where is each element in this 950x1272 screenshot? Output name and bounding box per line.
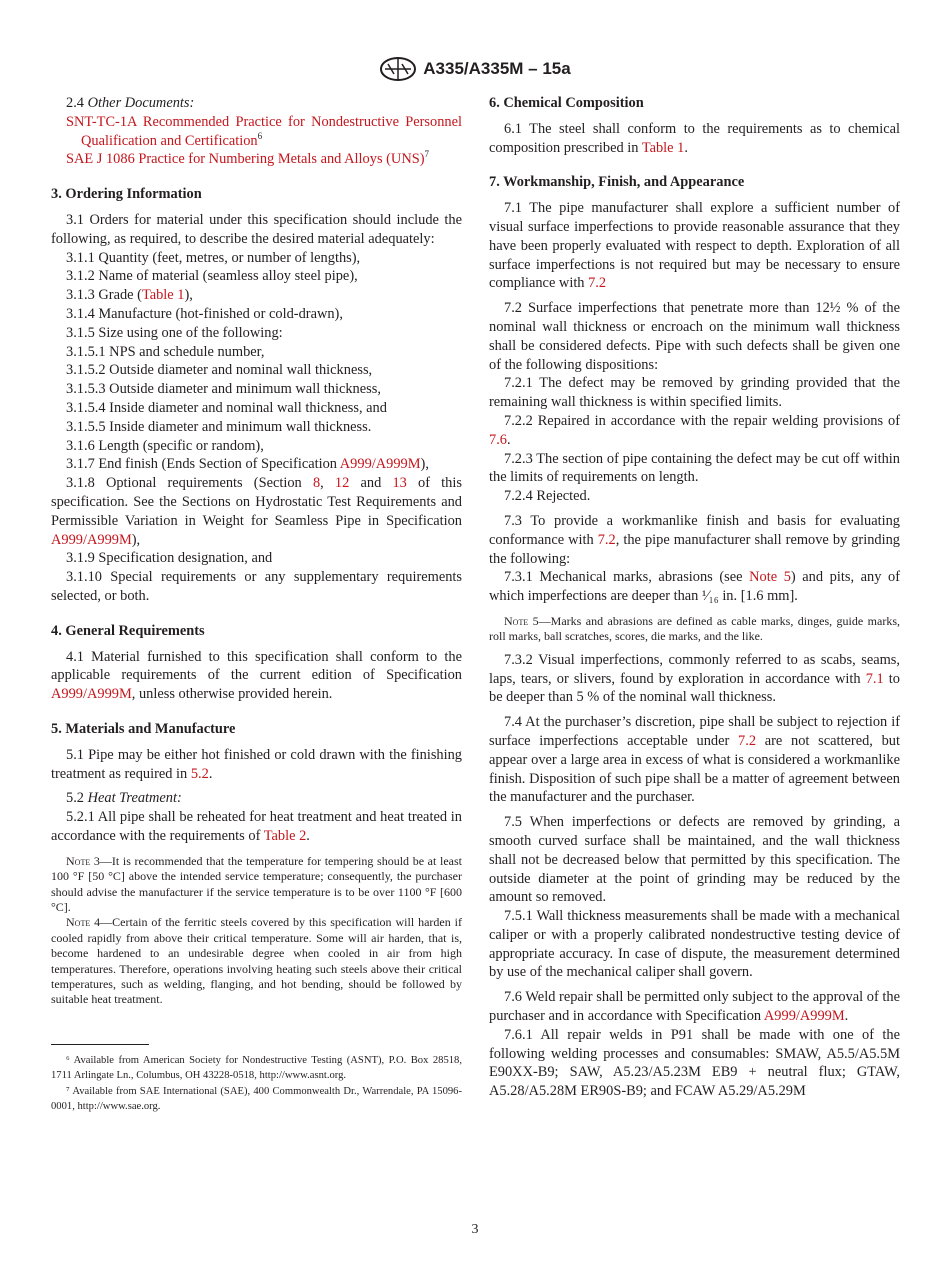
heading-chemical-composition: 6. Chemical Composition bbox=[489, 95, 644, 111]
link-7-2[interactable]: 7.2 bbox=[738, 732, 757, 749]
link-sae-j1086[interactable]: SAE J 1086 bbox=[66, 151, 135, 168]
heading-workmanship: 7. Workmanship, Finish, and Appearance bbox=[489, 174, 745, 191]
para-3-1-5: 3.1.5 Size using one of the following: bbox=[66, 324, 283, 341]
link-7-6[interactable]: 7.6 bbox=[489, 431, 507, 448]
link-a999[interactable]: A999/A999M bbox=[339, 456, 421, 473]
para-7-6-1: 7.6.1 All repair welds in P91 shall be made with one of the following welding processes and consumables: SMAW, A5.5/A5.5M E90XX-B9; SAW, A5.23/A5.23M EB9 + neutral flux; GTAW, A5.28/A5.28M ER90S-B9; and FCAW A5.29/A5.29M bbox=[489, 1026, 900, 1100]
para-3-1-3: 3.1.3 Grade (Table 1), bbox=[66, 287, 193, 304]
para-7-2: 7.2 Surface imperfections that penetrate more than 12½ % of the nominal wall thickness or encroach on the minimum wall thickness shall be considered defects. Pipe with such defects shall be given one of the following dispositions: bbox=[489, 300, 900, 373]
para-3-1: 3.1 Orders for material under this specification should include the following, as required, to describe the desired material adequately: bbox=[51, 211, 462, 247]
para-7-4: 7.4 At the purchaser’s discretion, pipe shall be subject to rejection if surface imperfections acceptable under 7.2 are not scattered, but appear over a large area in excess of what is considered a workmanlike finish. Disposition of such pipe shall be a matter of agreement between the manufacturer and the purchaser. bbox=[489, 714, 900, 806]
para-3-1-2: 3.1.2 Name of material (seamless alloy steel pipe), bbox=[66, 268, 358, 285]
footnote-7: ⁷ Available from SAE International (SAE), 400 Commonwealth Dr., Warrendale, PA 15096-0001, http://www.sae.org. bbox=[51, 1085, 462, 1112]
para-6-1: 6.1 The steel shall conform to the requirements as to chemical composition prescribed in Table 1. bbox=[489, 120, 900, 156]
para-7-2-3: 7.2.3 The section of pipe containing the defect may be cut off within the limits of requirements on length. bbox=[489, 450, 900, 486]
para-3-1-7: 3.1.7 End finish (Ends Section of Specification A999/A999M), bbox=[66, 456, 429, 473]
para-3-1-10: 3.1.10 Special requirements or any supplementary requirements selected, or both. bbox=[51, 569, 462, 604]
para-3-1-5-1: 3.1.5.1 NPS and schedule number, bbox=[66, 343, 265, 360]
para-7-6: 7.6 Weld repair shall be permitted only subject to the approval of the purchaser and in accordance with Specification A999/A999M. bbox=[489, 989, 900, 1025]
para-3-1-5-5: 3.1.5.5 Inside diameter and minimum wall thickness. bbox=[66, 418, 372, 435]
left-column bbox=[51, 94, 462, 1114]
para-7-3-1: 7.3.1 Mechanical marks, abrasions (see Note 5) and pits, any of which imperfections are deeper than ¹⁄₁₆ in. [1.6 mm]. bbox=[489, 569, 900, 605]
para-3-1-1: 3.1.1 Quantity (feet, metres, or number of lengths), bbox=[66, 249, 361, 266]
note-5-block bbox=[489, 614, 900, 645]
para-5-2-1: 5.2.1 All pipe shall be reheated for heat treatment and heat treated in accordance with the requirements of Table 2. bbox=[51, 809, 462, 844]
para-3-1-4: 3.1.4 Manufacture (hot-finished or cold-drawn), bbox=[66, 305, 343, 322]
para-7-5: 7.5 When imperfections or defects are removed by grinding, a smooth curved surface shall be maintained, and the wall thickness shall not be decreased below that permitted by this specification. The outside diameter at the point of grinding may be reduced by the amount so removed. bbox=[489, 814, 900, 906]
link-5-2[interactable]: 5.2 bbox=[190, 765, 209, 782]
link-7-1[interactable]: 7.1 bbox=[865, 670, 884, 687]
note-5: Note 5—Marks and abrasions are defined as cable marks, dinges, guide marks, roll marks, ball scratches, scores, die marks, and the like. bbox=[489, 613, 900, 644]
para-3-1-5-2: 3.1.5.2 Outside diameter and nominal wall thickness, bbox=[66, 362, 373, 379]
ref-snt-tc-1a: SNT-TC-1A Recommended Practice for Nondestructive Personnel Qualification and Certification$^6$ bbox=[66, 113, 462, 149]
para-5-2: 5.2 Heat Treatment: bbox=[66, 790, 182, 807]
link-a999[interactable]: A999/A999M bbox=[51, 531, 132, 548]
para-3-1-8: 3.1.8 Optional requirements (Section 8, 12 and 13 of this specification. See the Sections on Hydrostatic Test Requirements and Permissible Variation in Weight for Seamless Pipe in Specification A999/A999M), bbox=[51, 475, 462, 548]
link-section-8[interactable]: 8 bbox=[312, 475, 321, 492]
para-7-2-2: 7.2.2 Repaired in accordance with the repair welding provisions of 7.6. bbox=[489, 412, 900, 448]
heading-general-requirements: 4. General Requirements bbox=[51, 622, 205, 639]
page-header bbox=[0, 56, 950, 87]
standard-designation: A335/A335M – 15a bbox=[423, 59, 571, 78]
heading-ordering-information: 3. Ordering Information bbox=[51, 186, 202, 203]
link-table-1[interactable]: Table 1 bbox=[641, 139, 685, 156]
link-table-1[interactable]: Table 1 bbox=[141, 287, 185, 304]
link-7-2[interactable]: 7.2 bbox=[588, 275, 607, 292]
astm-logo-icon bbox=[379, 56, 417, 82]
link-note-5[interactable]: Note 5 bbox=[749, 569, 791, 586]
para-7-5-1: 7.5.1 Wall thickness measurements shall be made with a mechanical caliper or with a properly calibrated nondestructive testing device of appropriate accuracy. In case of dispute, the measurement determined by use of the mechanical caliper shall govern. bbox=[489, 908, 900, 981]
para-4-1: 4.1 Material furnished to this specification shall conform to the applicable requirements of the current edition of Specification A999/A999M, unless otherwise provided herein. bbox=[51, 648, 462, 703]
para-5-1: 5.1 Pipe may be either hot finished or cold drawn with the finishing treatment as required in 5.2. bbox=[51, 746, 462, 782]
para-7-2-1: 7.2.1 The defect may be removed by grinding provided that the remaining wall thickness is within specified limits. bbox=[489, 375, 900, 411]
para-3-1-5-3: 3.1.5.3 Outside diameter and minimum wall thickness, bbox=[66, 381, 381, 398]
link-snt-tc-1a[interactable]: SNT-TC-1A bbox=[66, 113, 137, 130]
para-7-2-4: 7.2.4 Rejected. bbox=[504, 488, 591, 505]
link-table-2[interactable]: Table 2 bbox=[263, 827, 307, 844]
para-3-1-9: 3.1.9 Specification designation, and bbox=[66, 550, 273, 567]
link-a999[interactable]: A999/A999M bbox=[51, 686, 132, 703]
footnote-divider bbox=[51, 1044, 149, 1045]
para-3-1-6: 3.1.6 Length (specific or random), bbox=[66, 437, 264, 454]
para-7-3: 7.3 To provide a workmanlike finish and basis for evaluating conformance with 7.2, the pipe manufacturer shall remove by grinding the following: bbox=[489, 512, 901, 567]
section-2-4: 2.4 Other Documents: bbox=[66, 95, 195, 111]
para-7-3-2: 7.3.2 Visual imperfections, commonly referred to as scabs, seams, laps, tears, or slivers, found by exploration in accordance with 7.1 to be deeper than 5 % of the nominal wall thickness. bbox=[489, 651, 900, 706]
page-number: 3 bbox=[471, 1222, 479, 1237]
link-section-12[interactable]: 12 bbox=[334, 475, 350, 492]
link-section-13[interactable]: 13 bbox=[392, 475, 407, 492]
note-4: Note 4—Certain of the ferritic steels covered by this specification will harden if cooled rapidly from above their critical temperature. Some will air harden, that is, become hardened to an undesirable degree when cooled in air from high temperatures. Therefore, operations involving heating such steels above their critical temperatures, such as welding, flanging, and hot bending, should be followed by suitable heat treatment. bbox=[51, 915, 462, 1007]
link-7-2[interactable]: 7.2 bbox=[597, 531, 616, 548]
ref-sae-j1086: SAE J 1086 Practice for Numbering Metals and Alloys (UNS)$^7$ bbox=[66, 149, 430, 168]
note-3: Note 3—It is recommended that the temperature for tempering should be at least 100 °F [50 °C] above the intended service temperature; consequently, the purchaser should advise the manufacturer if the service temperature is to be over 1100 °F [600 °C]. bbox=[51, 853, 462, 914]
para-7-1: 7.1 The pipe manufacturer shall explore a sufficient number of visual surface imperfections to provide reasonable assurance that they have been properly evaluated with respect to depth. Exploration of all surface imperfections is not required but may be necessary to ensure compliance with 7.2 bbox=[489, 200, 900, 292]
para-3-1-5-4: 3.1.5.4 Inside diameter and nominal wall thickness, and bbox=[66, 399, 387, 416]
footnote-6: ⁶ Available from American Society for Nondestructive Testing (ASNT), P.O. Box 28518, 1711 Arlingate Ln., Columbus, OH 43228-0518, http://www.asnt.org. bbox=[51, 1054, 462, 1082]
heading-materials-manufacture: 5. Materials and Manufacture bbox=[51, 720, 236, 737]
right-column bbox=[489, 94, 900, 1101]
notes-block bbox=[51, 854, 462, 1008]
link-a999[interactable]: A999/A999M bbox=[763, 1008, 845, 1025]
